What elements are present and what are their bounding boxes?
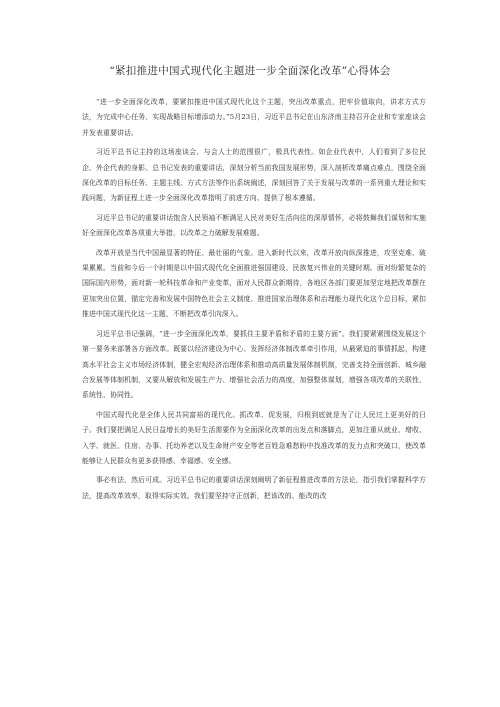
paragraph-6: 中国式现代化是全体人民共同富裕的现代化。抓改革、促发展，归根到底就是为了让人民过上更美好的日子。我们要把满足人民日益增长的美好生活需要作为全面深化改革的出发点和落脚点，更加注重从就业、增收、入学、就医、住房、办事、托幼养老以及生命财产安全等老百姓急难愁盼中找准改革的发力点和突破口，使改革能够让人民群众有更多获得感、幸福感、安全感。 — [82, 410, 426, 465]
paragraph-1: “进一步全面深化改革，要紧扣推进中国式现代化这个主题，突出改革重点，把牢价值取向，讲求方式方法，为完成中心任务、实现战略目标增添动力。”5月23日，习近平总书记在山东济南主持召开企业和专家座谈会并发表重要讲话。 — [82, 98, 426, 137]
document-body — [82, 95, 426, 504]
paragraph-2: 习近平总书记主持的这场座谈会，与会人士的范围很广，极具代表性。如企业代表中，人们看到了多位民企、外企代表的身影。总书记发表的重要讲话，深刻分析当前我国发展形势，深入剖析改革痛点难点，围绕全面深化改革的目标任务、主题主线、方式方法等作出系统阐述，深刻回答了关于发展与改革的一系列重大理论和实践问题，为新征程上进一步全面深化改革指明了前进方向、提供了根本遵循。 — [82, 148, 426, 203]
paragraph-7: 事必有法，然后可成。习近平总书记的重要讲话深刻阐明了新征程推进改革的方法论，指引我们掌握科学方法，提高改革效率，取得实际实效。我们要坚持守正创新，把该改的、能改的改 — [82, 476, 426, 500]
paragraph-5: 习近平总书记强调，“进一步全面深化改革，要抓住主要矛盾和矛盾的主要方面”。我们要紧紧围绕发展这个第一要务来部署各方面改革。既要以经济建设为中心、发挥经济体制改革牵引作用，从最紧迫的事情抓起，构建高水平社会主义市场经济体制，健全宏观经济治理体系和推动高质量发展体制机制，完善支持全面创新、城乡融合发展等体制机制，又要从解放和发展生产力、增强社会活力的高度，加强整体谋划，增强各项改革的关联性、系统性、协同性。 — [82, 329, 426, 400]
paragraph-4: 改革开放是当代中国最显著的特征、最壮丽的气象。进入新时代以来，改革开放向纵深推进，攻坚克难、破果累累。当前和今后一个时期是以中国式现代化全面推进强国建设、民族复兴伟业的关键时期。面对纷繁复杂的国际国内形势，面对新一轮科技革命和产业变革，面对人民群众新期待，各地区各部门要更加坚定地把改革摆在更加突出位置，锚定完善和发展中国特色社会主义制度、推进国家治理体系和治理能力现代化这个总目标，紧扣推进中国式现代化这一主题，不断把改革引向深入。 — [82, 248, 426, 319]
document-title: “紧扣推进中国式现代化主题进一步全面深化改革”心得体会 — [109, 65, 391, 77]
paragraph-3: 习近平总书记的重要讲话饱含人民领袖不断满足人民对美好生活向往的深厚情怀，必将鼓舞我们谋划和实施好全面深化改革各项重大举措，以改革之力破解发展难题。 — [82, 213, 426, 238]
